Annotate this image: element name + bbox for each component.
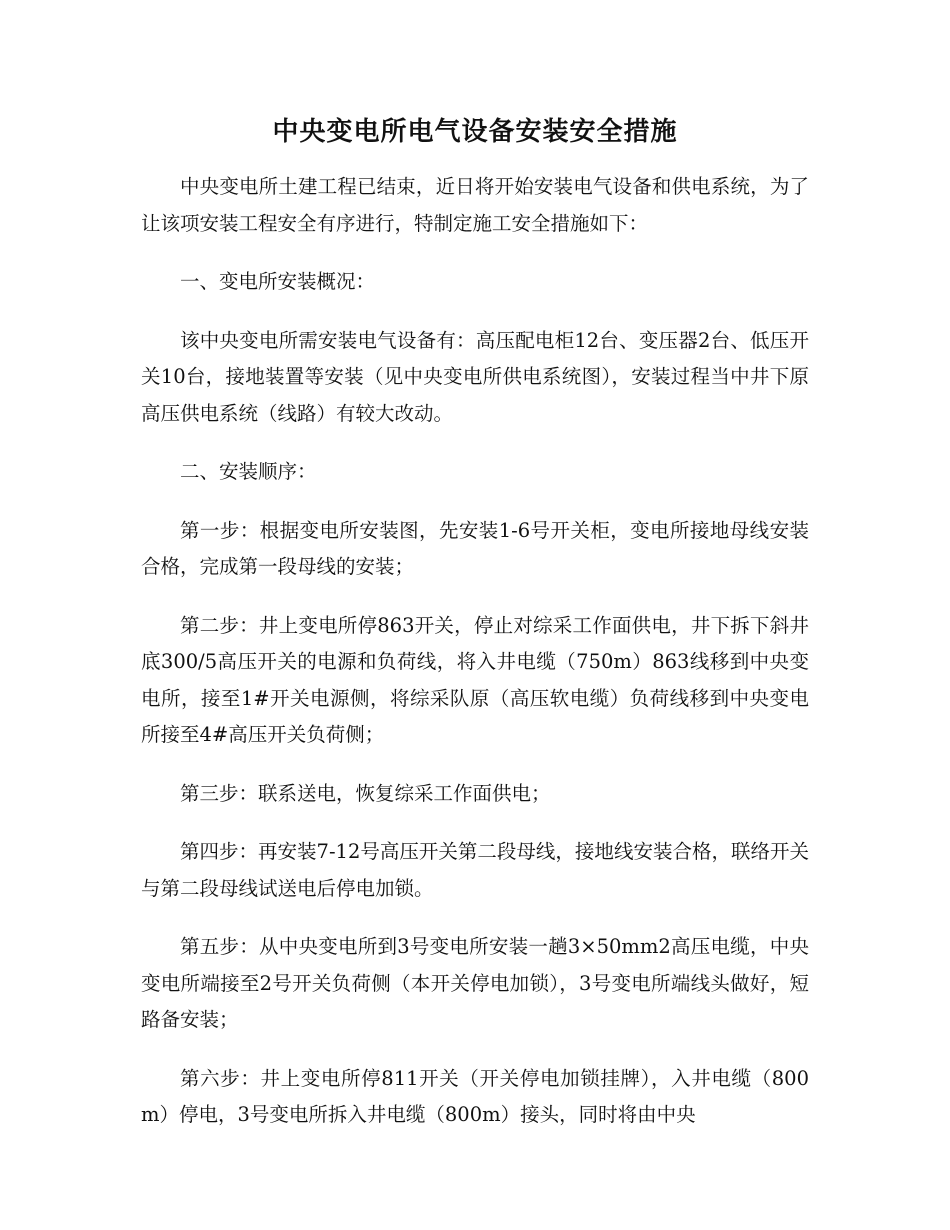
step-five-paragraph: 第五步：从中央变电所到3号变电所安装一趟3×50mm2高压电缆，中央变电所端接至2号开关负荷侧（本开关停电加锁），3号变电所端线头做好，短路备安装； [141,935,809,1031]
step-two-paragraph: 第二步：井上变电所停863开关，停止对综采工作面供电，井下拆下斜井底300/5高压开关的电源和负荷线，将入井电缆（750m）863线移到中央变电所，接至1#开关电源侧，将综采队原（高压软电缆）负荷线移到中央变电所接至4#高压开关负荷侧； [141,613,809,746]
step-one-paragraph: 第一步：根据变电所安装图，先安装1-6号开关柜，变电所接地母线安装合格，完成第一段母线的安装； [141,518,809,578]
section-heading-sequence: 二、安装顺序： [180,460,317,483]
section-heading-overview: 一、变电所安装概况： [180,270,376,293]
step-six-paragraph: 第六步：井上变电所停811开关（开关停电加锁挂牌），入井电缆（800m）停电，3号变电所拆入井电缆（800m）接头，同时将由中央 [141,1066,809,1126]
overview-paragraph: 该中央变电所需安装电气设备有：高压配电柜12台、变压器2台、低压开关10台，接地装置等安装（见中央变电所供电系统图），安装过程当中井下原高压供电系统（线路）有较大改动。 [141,328,809,425]
document-body [141,112,809,1134]
step-three-paragraph: 第三步：联系送电，恢复综采工作面供电； [180,781,551,805]
document-title: 中央变电所电气设备安装安全措施 [272,117,678,147]
step-four-paragraph: 第四步：再安装7-12号高压开关第二段母线，接地线安装合格，联络开关与第二段母线试送电后停电加锁。 [141,840,809,900]
intro-paragraph: 中央变电所土建工程已结束，近日将开始安装电气设备和供电系统，为了让该项安装工程安全有序进行，特制定施工安全措施如下： [141,175,809,235]
